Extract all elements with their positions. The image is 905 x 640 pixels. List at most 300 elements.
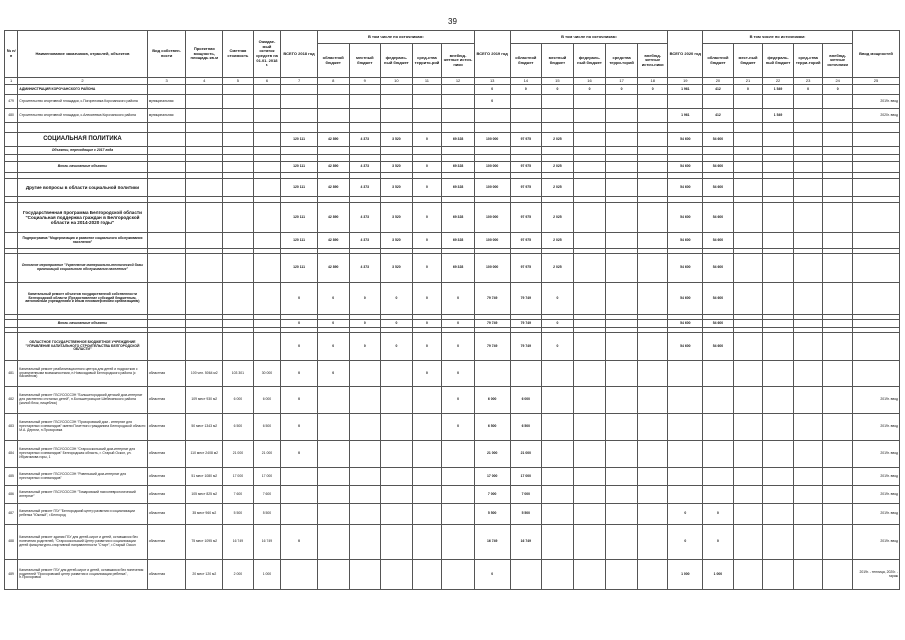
column-index: 2 — [18, 78, 147, 85]
table-cell — [606, 525, 638, 560]
table-cell: 483 — [5, 414, 18, 441]
table-cell — [852, 133, 899, 147]
table-cell — [573, 441, 606, 468]
table-cell — [733, 179, 763, 197]
table-cell — [823, 109, 853, 123]
column-index: 24 — [823, 78, 853, 85]
table-cell — [5, 254, 18, 283]
table-cell — [573, 254, 606, 283]
table-cell: 489 — [5, 560, 18, 590]
table-cell — [733, 233, 763, 249]
table-cell: областная — [147, 441, 186, 468]
table-cell: 4 373 — [349, 133, 381, 147]
table-cell: 0 — [703, 525, 734, 560]
table-cell — [637, 147, 668, 155]
table-cell — [763, 504, 794, 525]
table-cell — [349, 504, 381, 525]
table-cell: 97 975 — [510, 162, 542, 173]
table-cell — [223, 333, 254, 361]
table-row — [5, 85, 900, 95]
table-cell: 482 — [5, 387, 18, 414]
table-cell — [637, 486, 668, 504]
table-cell: 54 600 — [668, 320, 703, 328]
table-cell: 69 328 — [442, 203, 475, 233]
table-row — [5, 147, 900, 155]
table-row — [5, 179, 900, 197]
table-cell — [186, 283, 223, 315]
table-cell — [793, 123, 823, 133]
col-num: № п/п — [5, 31, 18, 78]
table-cell — [763, 414, 794, 441]
table-cell — [253, 203, 281, 233]
table-cell — [147, 320, 186, 328]
table-cell: 97 975 — [510, 203, 542, 233]
table-cell — [852, 320, 899, 328]
page-number: 39 — [448, 17, 457, 26]
table-cell — [733, 147, 763, 155]
table-cell — [606, 155, 638, 162]
table-cell: 0 — [281, 441, 318, 468]
table-cell — [703, 361, 734, 387]
table-cell: 20 мест 120 м2 — [186, 560, 223, 590]
table-row — [5, 233, 900, 249]
table-row — [5, 254, 900, 283]
row-name-cell: Капитальный ремонт ГБСУСОССЗН "Томаровский психоневрологический интернат" — [18, 486, 147, 504]
table-cell — [573, 504, 606, 525]
table-cell: 0 — [412, 162, 442, 173]
table-cell — [823, 123, 853, 133]
table-cell — [542, 155, 574, 162]
table-cell: 3 520 — [381, 233, 413, 249]
table-cell: 3 520 — [381, 133, 413, 147]
table-cell — [510, 95, 542, 109]
col-total-2018: ВСЕГО 2018 год — [281, 31, 318, 78]
subcol-2018-1: местный бюджет — [349, 44, 381, 78]
table-cell: 1 961 — [668, 109, 703, 123]
table-cell — [823, 486, 853, 504]
table-cell — [186, 179, 223, 197]
table-cell: 0 — [317, 320, 349, 328]
table-cell — [763, 233, 794, 249]
table-cell: 3 520 — [381, 254, 413, 283]
table-cell — [5, 179, 18, 197]
table-cell: 54 600 — [668, 333, 703, 361]
table-cell — [223, 203, 254, 233]
table-cell — [474, 147, 510, 155]
table-cell: 3 520 — [381, 162, 413, 173]
table-row — [5, 155, 900, 162]
table-cell: 6 500 — [253, 414, 281, 441]
table-cell — [186, 203, 223, 233]
row-name-cell: СОЦИАЛЬНАЯ ПОЛИТИКА — [18, 133, 147, 147]
table-cell — [442, 147, 475, 155]
table-cell — [733, 109, 763, 123]
table-cell — [852, 162, 899, 173]
table-cell — [412, 109, 442, 123]
table-cell: 0 — [442, 414, 475, 441]
table-cell — [793, 109, 823, 123]
table-cell — [381, 387, 413, 414]
table-cell — [823, 162, 853, 173]
table-cell — [823, 254, 853, 283]
table-cell — [5, 123, 18, 133]
table-cell: 54 600 — [703, 283, 734, 315]
table-cell — [823, 203, 853, 233]
table-cell: 120 111 — [281, 203, 318, 233]
table-cell: 0 — [281, 525, 318, 560]
table-cell: 2019г. ввод — [852, 441, 899, 468]
table-cell — [606, 233, 638, 249]
table-cell — [281, 560, 318, 590]
table-cell: 0 — [281, 387, 318, 414]
table-cell — [637, 179, 668, 197]
table-cell: 100 000 — [474, 203, 510, 233]
table-cell — [637, 95, 668, 109]
column-index: 20 — [703, 78, 734, 85]
table-cell — [253, 162, 281, 173]
table-cell — [474, 361, 510, 387]
table-cell — [733, 414, 763, 441]
table-cell — [317, 123, 349, 133]
table-cell — [733, 162, 763, 173]
table-cell — [793, 162, 823, 173]
table-cell: 2 025 — [542, 254, 574, 283]
table-cell: 0 — [668, 504, 703, 525]
table-cell — [381, 361, 413, 387]
table-cell — [637, 560, 668, 590]
table-cell: 5 500 — [474, 504, 510, 525]
table-cell — [253, 320, 281, 328]
table-cell: 0 — [412, 203, 442, 233]
table-cell — [317, 441, 349, 468]
table-cell: 54 600 — [668, 133, 703, 147]
table-cell — [733, 155, 763, 162]
table-cell: 2 025 — [542, 179, 574, 197]
table-cell: областная — [147, 414, 186, 441]
table-row — [5, 486, 900, 504]
row-name-cell: Государственная программа Белгородской области "Социальная поддержка граждан в Белгородской области на 2014-2020 годы" — [18, 203, 147, 233]
table-cell — [733, 441, 763, 468]
row-name-cell — [18, 123, 147, 133]
table-cell — [412, 147, 442, 155]
table-cell — [442, 95, 475, 109]
table-cell — [668, 387, 703, 414]
table-cell — [763, 147, 794, 155]
table-cell — [442, 441, 475, 468]
table-cell — [573, 560, 606, 590]
table-cell: 2 000 — [223, 560, 254, 590]
table-cell: 0 — [442, 387, 475, 414]
table-cell — [349, 85, 381, 95]
table-cell — [637, 468, 668, 486]
table-cell: 0 — [281, 283, 318, 315]
table-row — [5, 320, 900, 328]
table-cell — [147, 254, 186, 283]
table-cell — [793, 525, 823, 560]
column-index: 12 — [442, 78, 475, 85]
table-cell: 2019г. - теплица, 2020г. - гараж — [852, 560, 899, 590]
table-cell — [852, 123, 899, 133]
table-cell: 0 — [281, 320, 318, 328]
row-name-cell: Основное мероприятие "Укрепление материально-технической базы организаций социального обслуживания населения" — [18, 254, 147, 283]
col-estimate: Сметная стоимость — [223, 31, 254, 78]
table-cell — [733, 320, 763, 328]
table-cell — [823, 283, 853, 315]
table-cell — [668, 361, 703, 387]
table-cell — [733, 95, 763, 109]
table-cell — [442, 560, 475, 590]
table-cell — [606, 95, 638, 109]
table-cell — [668, 147, 703, 155]
table-cell — [606, 109, 638, 123]
table-row — [5, 133, 900, 147]
table-cell: 1 000 — [253, 560, 281, 590]
table-cell — [606, 486, 638, 504]
table-cell — [763, 133, 794, 147]
subcol-2020-1: мест-ный бюджет — [733, 44, 763, 78]
table-cell — [703, 441, 734, 468]
table-cell — [412, 560, 442, 590]
table-cell: 5 500 — [223, 504, 254, 525]
table-cell: 16 749 — [510, 525, 542, 560]
table-cell: 0 — [412, 233, 442, 249]
column-index: 23 — [793, 78, 823, 85]
table-cell — [852, 179, 899, 197]
table-cell — [223, 233, 254, 249]
table-cell — [703, 468, 734, 486]
table-cell — [253, 283, 281, 315]
table-cell — [442, 504, 475, 525]
table-cell — [637, 162, 668, 173]
table-cell: 54 600 — [703, 333, 734, 361]
table-cell — [733, 387, 763, 414]
data-table — [4, 30, 900, 590]
table-cell: 0 — [281, 333, 318, 361]
table-cell — [606, 441, 638, 468]
table-cell: 4 373 — [349, 203, 381, 233]
table-cell: 1 549 — [763, 85, 794, 95]
table-cell: 0 — [606, 85, 638, 95]
table-cell — [606, 560, 638, 590]
table-cell — [147, 233, 186, 249]
table-cell — [793, 254, 823, 283]
table-cell — [5, 233, 18, 249]
table-cell — [381, 525, 413, 560]
table-cell: 42 890 — [317, 233, 349, 249]
table-cell: 0 — [733, 85, 763, 95]
subcol-2020-4: внебюд-жетные источники — [823, 44, 853, 78]
table-cell — [823, 155, 853, 162]
table-cell — [637, 387, 668, 414]
table-cell: 54 600 — [703, 203, 734, 233]
table-cell — [606, 147, 638, 155]
table-cell — [412, 486, 442, 504]
table-cell: 6 000 — [223, 387, 254, 414]
investment-table — [4, 30, 900, 590]
table-cell — [5, 155, 18, 162]
table-row — [5, 441, 900, 468]
row-name-cell: Капитальный ремонт ГБУ для детей-сирот и детей, оставшихся без попечения родителей "Прохоровский центр развития и социализации ребенка", п.Прохоровка — [18, 560, 147, 590]
table-cell — [606, 361, 638, 387]
table-cell: 2 025 — [542, 203, 574, 233]
table-cell — [573, 133, 606, 147]
table-cell — [606, 203, 638, 233]
table-cell — [793, 468, 823, 486]
table-cell — [573, 414, 606, 441]
table-cell — [186, 155, 223, 162]
table-cell — [703, 387, 734, 414]
table-cell — [606, 283, 638, 315]
table-cell — [223, 320, 254, 328]
subcol-2018-4: внебюд-жетные источ-ники — [442, 44, 475, 78]
table-cell: областная — [147, 468, 186, 486]
table-cell: 100 000 — [474, 179, 510, 197]
table-cell — [412, 525, 442, 560]
table-cell — [852, 85, 899, 95]
table-cell: 0 — [412, 283, 442, 315]
table-cell — [733, 560, 763, 590]
table-cell — [763, 123, 794, 133]
table-cell — [823, 147, 853, 155]
table-cell: 110 мест 2408 м2 — [186, 441, 223, 468]
table-row — [5, 95, 900, 109]
column-index: 21 — [733, 78, 763, 85]
table-cell — [510, 155, 542, 162]
table-cell — [823, 133, 853, 147]
col-commissioning: Ввод мощностей — [852, 31, 899, 78]
header-row — [5, 31, 900, 44]
table-cell — [606, 387, 638, 414]
table-cell: 7 600 — [223, 486, 254, 504]
table-cell — [823, 441, 853, 468]
table-cell — [763, 361, 794, 387]
table-cell: 75 мест 1095 м2 — [186, 525, 223, 560]
table-cell: 0 — [542, 320, 574, 328]
table-cell — [733, 361, 763, 387]
table-cell: 17 000 — [253, 468, 281, 486]
table-cell — [474, 155, 510, 162]
col-total-2019: ВСЕГО 2019 год — [474, 31, 510, 78]
table-cell: 6 500 — [474, 414, 510, 441]
table-cell — [223, 95, 254, 109]
table-cell — [412, 95, 442, 109]
table-cell — [703, 486, 734, 504]
table-cell — [442, 486, 475, 504]
column-index: 18 — [637, 78, 668, 85]
table-cell — [823, 525, 853, 560]
row-name-cell — [18, 155, 147, 162]
table-cell — [281, 123, 318, 133]
table-cell — [852, 233, 899, 249]
table-cell — [637, 414, 668, 441]
table-cell: 100 000 — [474, 233, 510, 249]
row-name-cell: ОБЛАСТНОЕ ГОСУДАРСТВЕННОЕ БЮДЖЕТНОЕ УЧРЕЖДЕНИЕ "УПРАВЛЕНИЕ КАПИТАЛЬНОГО СТРОИТЕЛЬСТВА БЕЛГОРОДСКОЙ ОБЛАСТИ" — [18, 333, 147, 361]
table-cell — [793, 95, 823, 109]
table-cell: 488 — [5, 525, 18, 560]
table-cell — [253, 233, 281, 249]
table-cell: 54 600 — [703, 320, 734, 328]
table-cell: 7 000 — [474, 486, 510, 504]
table-cell — [606, 320, 638, 328]
table-cell — [793, 504, 823, 525]
row-name-cell: Вновь начинаемые объекты — [18, 162, 147, 173]
table-cell — [637, 123, 668, 133]
table-cell: 1 549 — [763, 109, 794, 123]
table-cell: 2 025 — [542, 233, 574, 249]
table-cell: 486 — [5, 486, 18, 504]
row-name-cell: Капитальный ремонт объектов государственной собственности Белгородской области (Предоставление субсидий бюджетным, автономным учреждениям и иным некоммерческим организациям) — [18, 283, 147, 315]
table-cell: 1 961 — [668, 85, 703, 95]
col-balance: Ожидае-мый остаток средств на 01.01. 2018 г. — [253, 31, 281, 78]
row-name-cell: Другие вопросы в области социальной политики — [18, 179, 147, 197]
table-cell: 0 — [542, 333, 574, 361]
table-cell — [381, 95, 413, 109]
table-cell: 0 — [381, 333, 413, 361]
table-cell — [186, 109, 223, 123]
table-cell: 2019г. ввод — [852, 95, 899, 109]
table-cell: 30 000 — [253, 361, 281, 387]
table-cell — [637, 155, 668, 162]
table-cell — [186, 162, 223, 173]
subcol-2019-1: местный бюджет — [542, 44, 574, 78]
table-row — [5, 387, 900, 414]
row-name-cell: Вновь начинаемые объекты — [18, 320, 147, 328]
table-cell: 487 — [5, 504, 18, 525]
table-row — [5, 504, 900, 525]
table-cell — [253, 254, 281, 283]
table-cell — [147, 155, 186, 162]
table-row — [5, 333, 900, 361]
table-cell — [823, 504, 853, 525]
table-cell — [442, 155, 475, 162]
column-index: 1 — [5, 78, 18, 85]
table-cell: 42 890 — [317, 162, 349, 173]
table-cell — [852, 254, 899, 283]
table-cell — [186, 254, 223, 283]
table-cell: 100 000 — [474, 133, 510, 147]
table-cell: 54 600 — [703, 133, 734, 147]
table-cell: 21 000 — [510, 441, 542, 468]
table-cell — [253, 333, 281, 361]
table-cell: 0 — [412, 133, 442, 147]
table-cell: 103 301 — [223, 361, 254, 387]
table-cell — [733, 468, 763, 486]
table-cell — [147, 162, 186, 173]
table-cell: 54 600 — [668, 233, 703, 249]
table-cell: 42 890 — [317, 133, 349, 147]
table-cell — [823, 414, 853, 441]
table-cell — [147, 179, 186, 197]
table-cell: 412 — [703, 109, 734, 123]
table-cell: 54 600 — [703, 233, 734, 249]
table-cell — [442, 468, 475, 486]
table-cell — [381, 123, 413, 133]
table-cell — [412, 504, 442, 525]
table-cell: 54 600 — [668, 283, 703, 315]
table-cell: 4 373 — [349, 254, 381, 283]
table-cell — [637, 504, 668, 525]
table-cell — [349, 441, 381, 468]
table-cell: 54 600 — [703, 254, 734, 283]
row-name-cell: Объекты, переходящие с 2017 года — [18, 147, 147, 155]
table-cell — [763, 203, 794, 233]
table-cell: 0 — [474, 85, 510, 95]
table-row — [5, 361, 900, 387]
table-cell — [733, 254, 763, 283]
table-cell: 21 000 — [474, 441, 510, 468]
table-cell — [147, 85, 186, 95]
table-cell — [349, 468, 381, 486]
